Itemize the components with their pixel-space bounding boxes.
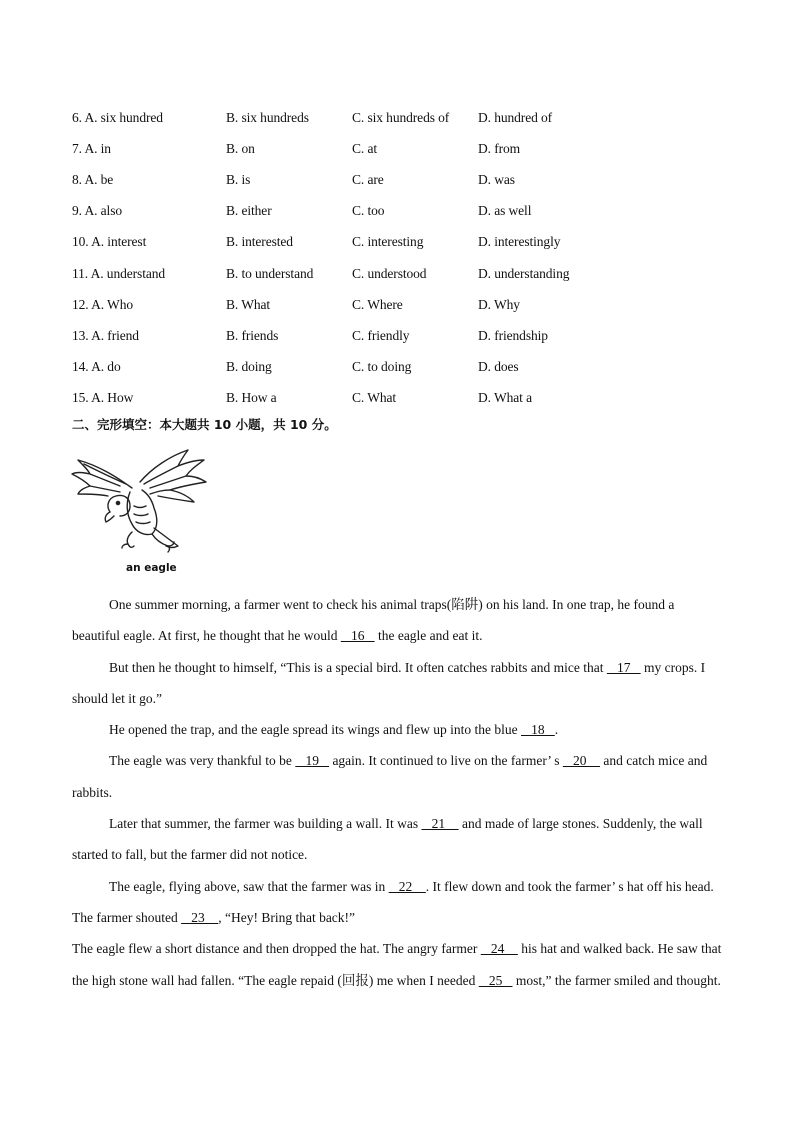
text-segment: and made of large stones. Suddenly, the wall started to fall, but the farmer did not notice.: [72, 816, 703, 863]
option-d: D. understanding: [478, 265, 570, 281]
option-d: D. Why: [478, 296, 520, 312]
text-segment: again. It continued to live on the farmer’ s: [329, 753, 563, 769]
option-a: 13. A. friend: [72, 327, 139, 343]
option-c: C. too: [352, 203, 385, 219]
option-b: B. on: [226, 140, 255, 156]
option-row-9: [72, 196, 712, 227]
blank-18: 18: [521, 722, 555, 738]
option-b: B. friends: [226, 327, 279, 343]
option-b: B. either: [226, 203, 272, 219]
option-row-14: [72, 352, 712, 383]
option-b: B. How a: [226, 390, 277, 406]
blank-20: 20: [562, 753, 600, 769]
blank-25: 25: [478, 972, 513, 988]
option-a: 8. A. be: [72, 171, 114, 187]
option-d: D. hundred of: [478, 109, 553, 125]
option-c: C. interesting: [352, 234, 424, 250]
option-c: C. friendly: [352, 327, 410, 343]
text-segment: The eagle flew a short distance and then dropped the hat. The angry farmer: [72, 941, 481, 957]
paragraph: [72, 745, 724, 808]
paragraph: [72, 714, 724, 745]
eagle-figure: [70, 448, 210, 580]
option-a: 7. A. in: [72, 140, 111, 156]
option-c: C. What: [352, 390, 397, 406]
option-a: 15. A. How: [72, 390, 134, 406]
option-row-8: [72, 164, 712, 195]
section-heading: 二、完形填空：本大题共 10 小题，共 10 分。: [72, 417, 337, 432]
text-segment: most,” the farmer smiled and thought.: [512, 972, 721, 988]
blank-19: 19: [295, 753, 330, 769]
option-row-10: [72, 227, 712, 258]
text-segment: Later that summer, the farmer was building a wall. It was: [109, 816, 422, 832]
text-segment: his hat and walked back. He saw that the high stone wall had fallen. “The eagle repaid (回报) me when I needed: [72, 941, 722, 988]
option-row-13: [72, 320, 712, 351]
option-c: C. understood: [352, 265, 427, 281]
paragraph: [72, 589, 724, 652]
option-b: B. What: [226, 296, 271, 312]
option-b: B. to understand: [226, 265, 314, 281]
option-d: D. does: [478, 359, 519, 375]
option-c: C. to doing: [352, 359, 412, 375]
text-segment: But then he thought to himself, “This is a special bird. It often catches rabbits and mice that: [109, 659, 607, 675]
blank-17: 17: [606, 659, 641, 675]
option-row-7: [72, 133, 712, 164]
option-row-11: [72, 258, 712, 289]
paragraph: [72, 808, 724, 871]
option-d: D. friendship: [478, 327, 548, 343]
text-segment: The eagle was very thankful to be: [109, 753, 296, 769]
text-segment: the eagle and eat it.: [374, 628, 483, 644]
option-d: D. interestingly: [478, 234, 561, 250]
option-c: C. at: [352, 140, 377, 156]
blank-22: 22: [388, 878, 426, 894]
option-c: C. are: [352, 171, 384, 187]
blank-24: 24: [480, 941, 518, 957]
option-d: D. as well: [478, 203, 532, 219]
option-b: B. doing: [226, 359, 272, 375]
option-a: 14. A. do: [72, 359, 121, 375]
option-a: 10. A. interest: [72, 234, 147, 250]
text-segment: and catch mice and rabbits.: [72, 753, 708, 800]
blank-16: 16: [340, 628, 375, 644]
paragraph: [72, 652, 724, 715]
option-c: C. six hundreds of: [352, 109, 450, 125]
eagle-illustration: [70, 448, 210, 560]
option-row-6: [72, 102, 712, 133]
option-b: B. is: [226, 171, 251, 187]
paragraph: [72, 933, 724, 996]
blank-21: 21: [421, 816, 459, 832]
option-d: D. What a: [478, 390, 532, 406]
text-segment: my crops. I should let it go.”: [72, 659, 706, 706]
text-segment: The eagle, flying above, saw that the farmer was in: [109, 878, 389, 894]
text-segment: .: [554, 722, 559, 738]
text-segment: , “Hey! Bring that back!”: [218, 909, 356, 925]
text-segment: He opened the trap, and the eagle spread its wings and flew up into the blue: [109, 722, 522, 738]
figure-caption: an eagle: [126, 562, 177, 574]
option-a: 12. A. Who: [72, 296, 134, 312]
option-d: D. from: [478, 140, 521, 156]
option-a: 11. A. understand: [72, 265, 166, 281]
option-a: 6. A. six hundred: [72, 109, 163, 125]
option-c: C. Where: [352, 296, 403, 312]
option-b: B. interested: [226, 234, 293, 250]
answer-options: [72, 102, 712, 414]
blank-23: 23: [181, 909, 219, 925]
paragraph: [72, 871, 724, 934]
option-d: D. was: [478, 171, 515, 187]
text-segment: One summer morning, a farmer went to check his animal traps(陷阱) on his land. In one trap, he found a beautiful eagle. At first, he thought that he would: [72, 597, 675, 644]
option-row-15: [72, 383, 712, 414]
option-row-12: [72, 289, 712, 320]
text-segment: . It flew down and took the farmer’ s hat off his head. The farmer shouted: [72, 878, 714, 925]
cloze-passage: [72, 589, 724, 996]
option-b: B. six hundreds: [226, 109, 309, 125]
option-a: 9. A. also: [72, 203, 123, 219]
